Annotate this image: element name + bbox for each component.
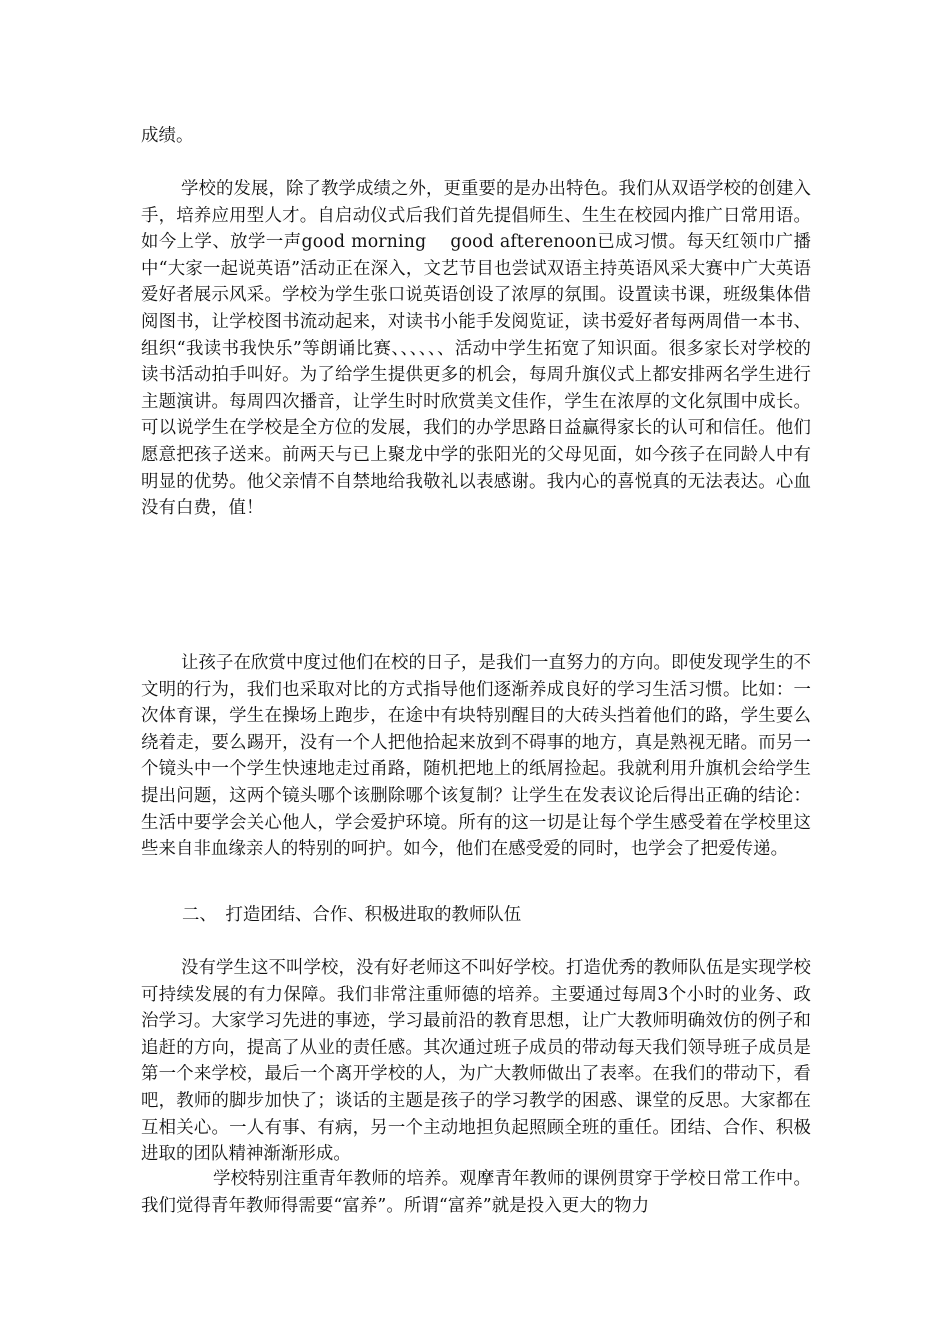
paragraph-teacher-ethics: 没有学生这不叫学校，没有好老师这不叫好学校。打造优秀的教师队伍是实现学校可持续发展的有力保障。我们非常注重师德的培养。主要通过每周3个小时的业务、政治学习。大家学习先进的事迹，学习最前沿的教育思想，让广大教师明确效仿的例子和追赶的方向，提高了从业的责任感。其次通过班子成员的带动每天我们领导班子成员是第一个来学校，最后一个离开学校的人，为广大教师做出了表率。在我们的带动下，看吧，教师的脚步加快了；谈话的主题是孩子的学习教学的困惑、课堂的反思。大家都在互相关心。一人有事、有病，另一个主动地担负起照顾全班的重任。团结、合作、积极进取的团队精神渐渐形成。	[141, 958, 811, 1165]
paragraph-continuation: 成绩。	[141, 126, 194, 146]
paragraph-young-teachers: 学校特别注重青年教师的培养。观摩青年教师的课例贯穿于学校日常工作中。我们觉得青年教师得需要“富养”。所谓“富养”就是投入更大的物力	[141, 1169, 811, 1216]
section-heading-teacher-team: 二、 打造团结、合作、积极进取的教师队伍	[182, 905, 522, 925]
paragraph-appreciation-education: 让孩子在欣赏中度过他们在校的日子，是我们一直努力的方向。即使发现学生的不文明的行为，我们也采取对比的方式指导他们逐渐养成良好的学习生活习惯。比如：一次体育课，学生在操场上跑步，在途中有块特别醒目的大砖头挡着他们的路，学生要么绕着走，要么踢开，没有一个人把他拾起来放到不碍事的地方，真是熟视无睹。而另一个镜头中一个学生快速地走过甬路，随机把地上的纸屑捡起。我就利用升旗机会给学生提出问题，这两个镜头哪个该删除哪个该复制？让学生在发表议论后得出正确的结论：生活中要学会关心他人，学会爱护环境。所有的这一切是让每个学生感受着在学校里这些来自非血缘亲人的特别的呵护。如今，他们在感受爱的同时，也学会了把爱传递。	[141, 653, 811, 860]
paragraph-bilingual-school: 学校的发展，除了教学成绩之外，更重要的是办出特色。我们从双语学校的创建入手，培养应用型人才。自启动仪式后我们首先提倡师生、生生在校园内推广日常用语。如今上学、放学一声good morning good afterenoon已成习惯。每天红领巾广播中“大家一起说英语”活动正在深入，文艺节目也尝试双语主持英语风采大赛中广大英语爱好者展示风采。学校为学生张口说英语创设了浓厚的氛围。设置读书课，班级集体借阅图书，让学校图书流动起来，对读书小能手发阅览证，读书爱好者每两周借一本书、组织“我读书我快乐”等朗诵比赛、、、、、、活动中学生拓宽了知识面。很多家长对学校的读书活动拍手叫好。为了给学生提供更多的机会，每周升旗仪式上都安排两名学生进行主题演讲。每周四次播音，让学生时时欣赏美文佳作，学生在浓厚的文化氛围中成长。可以说学生在学校是全方位的发展，我们的办学思路日益赢得家长的认可和信任。他们愿意把孩子送来。前两天与已上聚龙中学的张阳光的父母见面，如今孩子在同龄人中有明显的优势。他父亲情不自禁地给我敬礼以表感谢。我内心的喜悦真的无法表达。心血没有白费，值！	[141, 179, 811, 519]
